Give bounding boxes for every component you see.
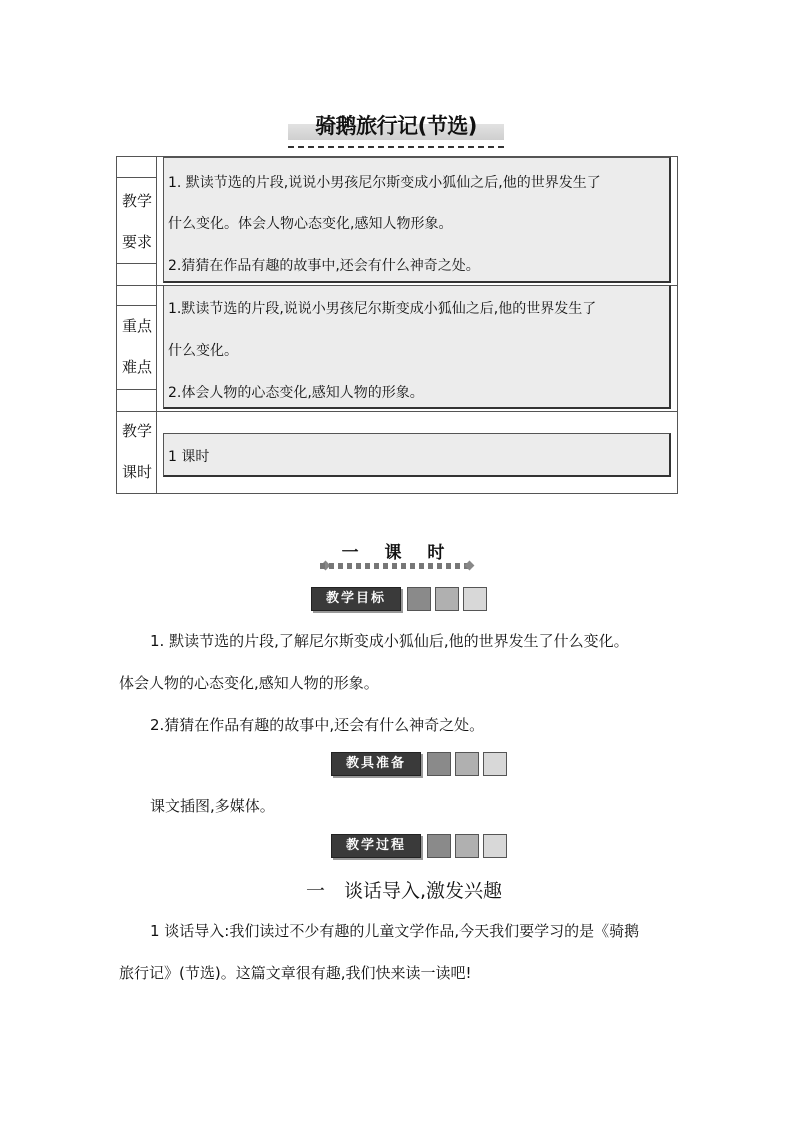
row-text-line: 什么变化。体会人物心态变化,感知人物形象。 <box>168 216 453 232</box>
badge-label: 教学过程 <box>331 834 421 858</box>
tools-line: 课文插图,多媒体。 <box>150 797 275 815</box>
title-block <box>288 108 504 150</box>
row-text-line: 1.默读节选的片段,说说小男孩尼尔斯变成小狐仙之后,他的世界发生了 <box>168 301 597 317</box>
row-label: 教学 <box>121 422 152 440</box>
row-text-line: 2.猜猜在作品有趣的故事中,还会有什么神奇之处。 <box>168 258 480 274</box>
badge-square-icon <box>435 587 459 611</box>
badge-square-icon <box>427 834 451 858</box>
badge-square-icon <box>483 834 507 858</box>
row-label: 难点 <box>121 358 152 376</box>
table-row-key-points <box>117 285 677 411</box>
goal-line: 体会人物的心态变化,感知人物的形象。 <box>119 674 379 692</box>
row-content-box <box>163 157 671 283</box>
row-label: 要求 <box>121 233 152 251</box>
badge-square-icon <box>455 834 479 858</box>
table-row-lesson-hours <box>117 411 677 493</box>
row-text-line: 2.体会人物的心态变化,感知人物的形象。 <box>168 385 424 401</box>
goal-line: 2.猜猜在作品有趣的故事中,还会有什么神奇之处。 <box>150 716 485 734</box>
lesson-heading-underline <box>320 563 470 569</box>
process-line: 旅行记》(节选)。这篇文章很有趣,我们快来读一读吧! <box>119 964 472 982</box>
row-label-cell <box>117 411 157 493</box>
row-label-cell <box>117 285 157 411</box>
row-text-line: 1 课时 <box>168 449 210 465</box>
page-title: 骑鹅旅行记(节选) <box>315 114 477 138</box>
row-label-cell <box>117 157 157 285</box>
row-label: 重点 <box>121 317 152 335</box>
process-line: 1 谈话导入:我们读过不少有趣的儿童文学作品,今天我们要学习的是《骑鹅 <box>150 922 640 940</box>
badge-label: 教学目标 <box>311 587 401 611</box>
process-subheading: 一 谈话导入,激发兴趣 <box>306 880 503 902</box>
table-row-requirements <box>117 157 677 285</box>
lesson-heading: 一 课 时 <box>341 543 455 563</box>
badge-square-icon <box>463 587 487 611</box>
row-text-line: 1. 默读节选的片段,说说小男孩尼尔斯变成小狐仙之后,他的世界发生了 <box>168 175 601 191</box>
badge-label: 教具准备 <box>331 752 421 776</box>
badge-square-icon <box>455 752 479 776</box>
badge-square-icon <box>427 752 451 776</box>
row-content-box <box>163 433 671 477</box>
title-underline <box>288 146 504 148</box>
row-content-box <box>163 285 671 409</box>
row-label: 课时 <box>121 463 152 481</box>
lesson-heading-block <box>318 536 478 576</box>
badge-square-icon <box>407 587 431 611</box>
row-text-line: 什么变化。 <box>168 343 238 359</box>
row-label: 教学 <box>121 192 152 210</box>
goal-line: 1. 默读节选的片段,了解尼尔斯变成小狐仙后,他的世界发生了什么变化。 <box>150 632 629 650</box>
badge-square-icon <box>483 752 507 776</box>
lesson-info-table <box>116 156 678 494</box>
